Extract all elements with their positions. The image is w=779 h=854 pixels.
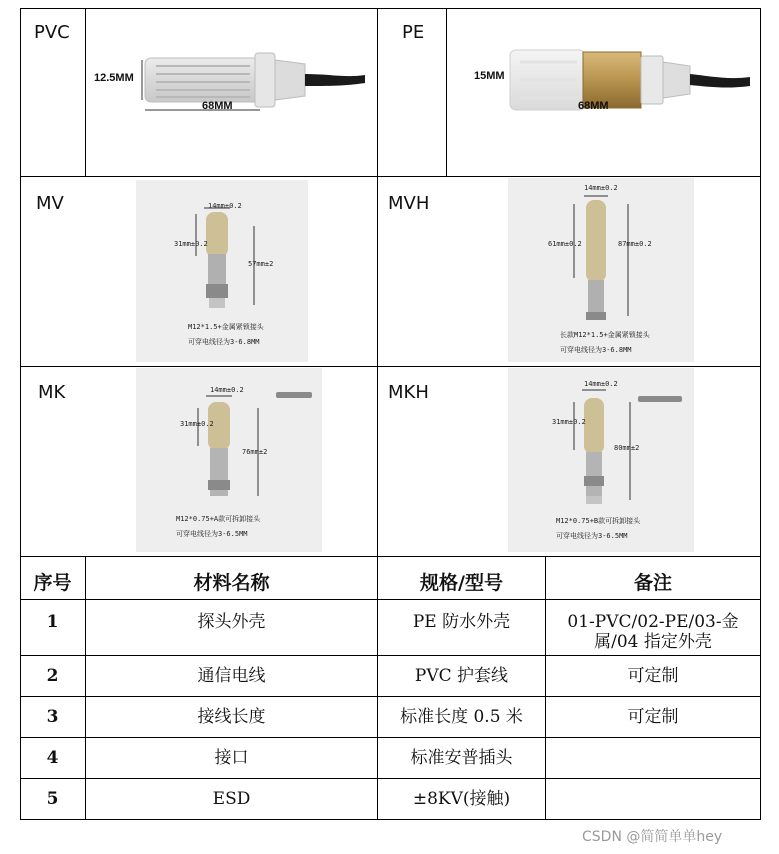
grid-line xyxy=(20,176,761,177)
watermark: CSDN @简简单单hey xyxy=(582,829,723,845)
mvh-caption-2: 可穿电线径为3-6.8MM xyxy=(560,346,632,354)
table-row-3-name: 接线长度 xyxy=(197,707,266,727)
mk-dim-probe: 31mm±0.2 xyxy=(180,420,214,428)
pe-width-label: 15MM xyxy=(474,70,505,82)
table-row-3-note: 可定制 xyxy=(627,707,679,727)
table-row-3-no: 3 xyxy=(46,707,59,727)
mk-dim-width: 14mm±0.2 xyxy=(210,386,244,394)
mk-caption-1: M12*0.75+A款可拆卸接头 xyxy=(176,515,261,523)
pvc-length-label: 68MM xyxy=(202,100,233,112)
mkh-probe-image xyxy=(508,368,694,552)
header-note: 备注 xyxy=(633,572,672,594)
product-code-pvc: PVC xyxy=(34,22,70,43)
grid-line xyxy=(20,366,761,367)
table-row-5-spec: ±8KV(接触) xyxy=(412,789,511,809)
table-row-2-name: 通信电线 xyxy=(197,666,266,686)
table-row-2-no: 2 xyxy=(46,666,59,686)
pvc-width-label: 12.5MM xyxy=(94,72,134,84)
mk-caption-2: 可穿电线径为3-6.5MM xyxy=(176,530,248,538)
grid-line xyxy=(20,8,761,9)
mvh-dim-width: 14mm±0.2 xyxy=(584,184,618,192)
table-line xyxy=(545,556,546,820)
table-line xyxy=(20,599,761,600)
mkh-dim-width: 14mm±0.2 xyxy=(584,380,618,388)
table-line xyxy=(20,655,761,656)
mvh-caption-1: 长款M12*1.5+金属紧锁接头 xyxy=(560,331,650,339)
table-row-3-spec: 标准长度 0.5 米 xyxy=(400,707,523,727)
product-code-mk: MK xyxy=(38,382,66,403)
mvh-dim-probe: 61mm±0.2 xyxy=(548,240,582,248)
mk-probe-image xyxy=(136,368,322,552)
grid-line xyxy=(20,556,761,557)
table-row-1-no: 1 xyxy=(46,612,59,632)
grid-line xyxy=(377,8,378,556)
table-row-5-no: 5 xyxy=(46,789,59,809)
table-row-4-name: 接口 xyxy=(214,748,249,768)
table-row-4-no: 4 xyxy=(46,748,59,768)
mv-caption-1: M12*1.5+金属紧锁接头 xyxy=(188,323,264,331)
mv-dim-total: 57mm±2 xyxy=(248,260,274,268)
mkh-dim-probe: 31mm±0.2 xyxy=(552,418,586,426)
mvh-probe-image xyxy=(508,178,694,362)
grid-line xyxy=(20,8,21,820)
pe-length-label: 68MM xyxy=(578,100,609,112)
table-row-1-name: 探头外壳 xyxy=(197,612,266,632)
header-index: 序号 xyxy=(33,572,72,594)
product-code-pe: PE xyxy=(402,22,425,43)
grid-line xyxy=(760,8,761,820)
mv-caption-2: 可穿电线径为3-6.8MM xyxy=(188,338,260,346)
table-row-2-spec: PVC 护套线 xyxy=(414,666,509,686)
mv-dim-probe: 31mm±0.2 xyxy=(174,240,208,248)
table-row-1-note: 属/04 指定外壳 xyxy=(594,632,712,652)
product-code-mv: MV xyxy=(36,193,64,214)
product-code-mkh: MKH xyxy=(388,382,429,403)
table-row-2-note: 可定制 xyxy=(627,666,679,686)
table-row-1-spec: PE 防水外壳 xyxy=(412,612,511,632)
mv-probe-image xyxy=(136,180,308,362)
table-row-4-spec: 标准安普插头 xyxy=(410,748,513,768)
grid-line xyxy=(446,8,447,176)
mvh-dim-total: 87mm±0.2 xyxy=(618,240,652,248)
table-line xyxy=(377,556,378,820)
table-line xyxy=(20,737,761,738)
table-row-1-note: 01-PVC/02-PE/03-金 xyxy=(567,612,739,632)
table-line xyxy=(85,556,86,820)
table-line xyxy=(20,819,761,820)
header-material: 材料名称 xyxy=(193,572,270,594)
mkh-dim-total: 80mm±2 xyxy=(614,444,640,452)
header-spec: 规格/型号 xyxy=(420,572,503,594)
mv-dim-width: 14mm±0.2 xyxy=(208,202,242,210)
mkh-caption-1: M12*0.75+B款可拆卸接头 xyxy=(556,517,641,525)
table-row-5-name: ESD xyxy=(212,789,251,809)
table-line xyxy=(20,778,761,779)
grid-line xyxy=(85,8,86,176)
product-code-mvh: MVH xyxy=(388,193,430,214)
mk-dim-total: 76mm±2 xyxy=(242,448,268,456)
mkh-caption-2: 可穿电线径为3-6.5MM xyxy=(556,532,628,540)
table-line xyxy=(20,696,761,697)
pe-probe-image xyxy=(465,20,755,130)
